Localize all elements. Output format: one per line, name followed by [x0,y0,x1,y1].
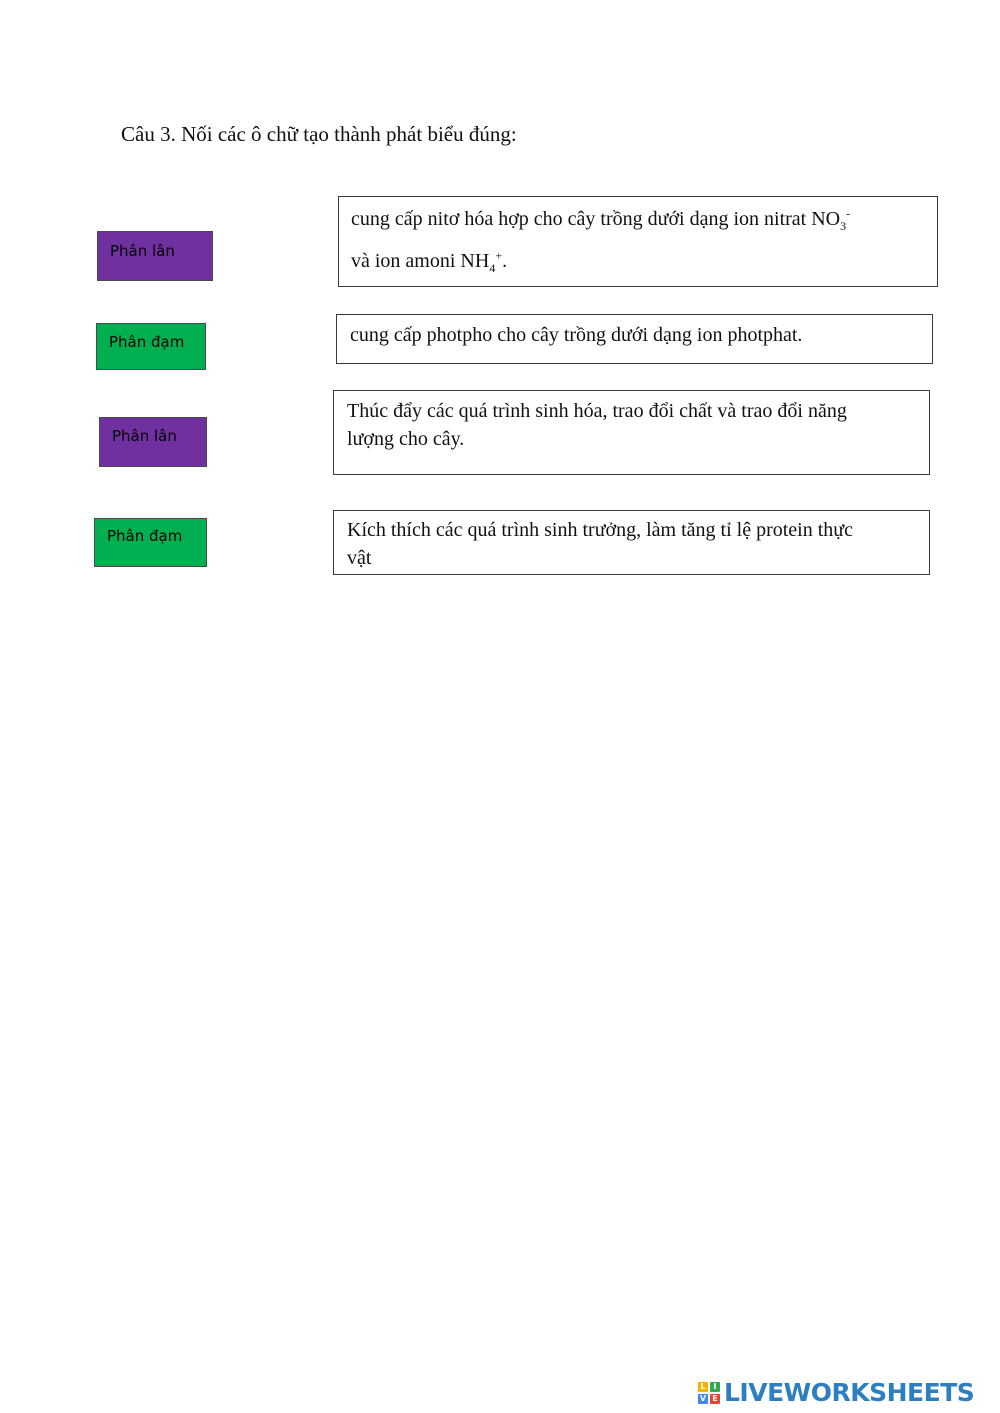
tile-label: Phân đạm [107,527,183,545]
logo-cell: V [699,1393,707,1403]
question-text: Câu 3. Nối các ô chữ tạo thành phát biểu đúng: [121,122,517,146]
statement-line: vật [347,547,372,569]
answer-tile-phan-lan-2[interactable] [99,417,207,467]
statement-line: và ion amoni $NH_4^+$. [351,248,508,275]
statement-line: cung cấp nitơ hóa hợp cho cây trồng dưới dạng ion nitrat $NO_3^-$ [351,206,851,233]
statement-line: Thúc đẩy các quá trình sinh hóa, trao đổi chất và trao đổi năng [347,400,847,422]
brand-name: LIVEWORKSHEETS [724,1378,975,1407]
answer-tile-phan-dam-2[interactable] [94,518,207,567]
tile-label: Phân đạm [109,333,185,351]
answer-tile-phan-lan-1[interactable] [97,231,213,281]
logo-cell: E [710,1394,720,1404]
liveworksheets-logo [698,1378,974,1407]
statement-line: Kích thích các quá trình sinh trưởng, làm tăng tỉ lệ protein thực [347,519,854,541]
statement-box-3[interactable] [333,390,930,475]
logo-cell: L [698,1382,708,1392]
statement-box-2[interactable] [336,314,933,364]
statement-box-4[interactable] [333,510,930,575]
answer-tile-phan-dam-1[interactable] [96,323,206,370]
tile-label: Phân lân [110,242,175,260]
statement-line: lượng cho cây. [347,428,465,450]
statement-line: cung cấp photpho cho cây trồng dưới dạng ion photphat. [350,324,803,346]
tile-label: Phân lân [112,427,177,445]
liveworksheets-icon [698,1382,720,1404]
statement-box-1[interactable] [338,196,938,287]
logo-cell: I [710,1382,720,1392]
